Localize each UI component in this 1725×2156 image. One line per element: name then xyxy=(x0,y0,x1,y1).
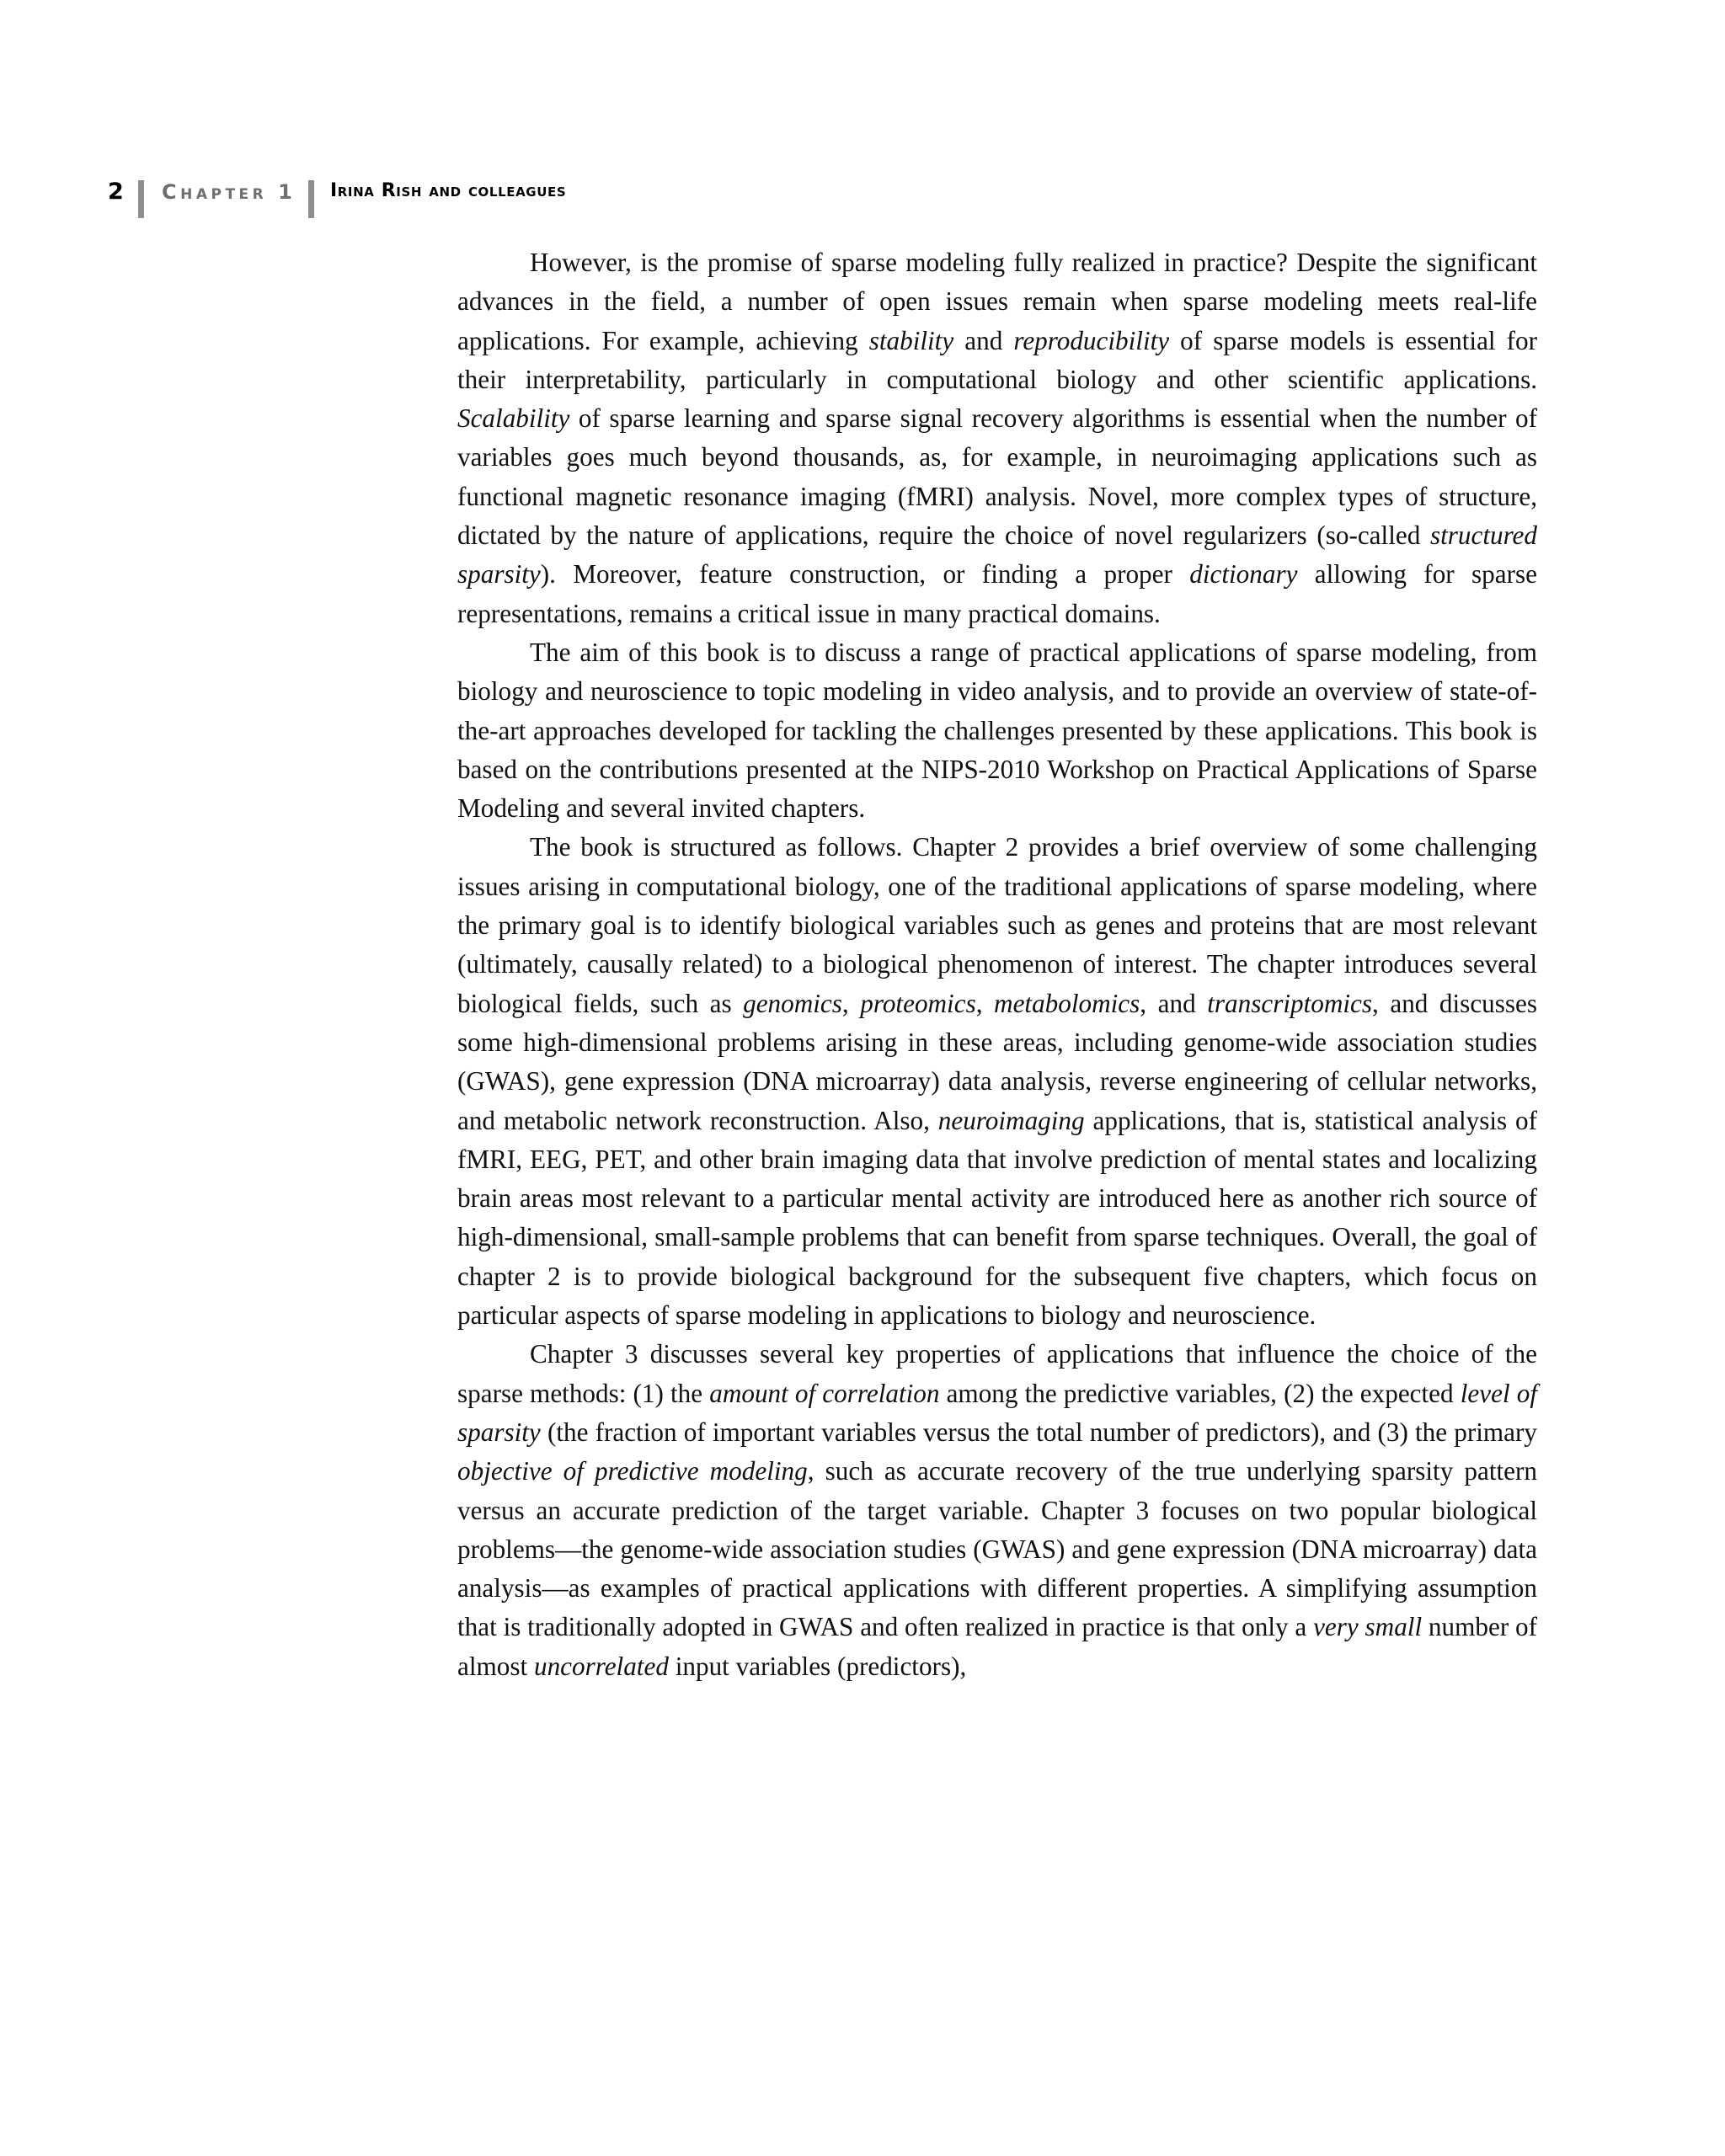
emphasis-text: dictionary xyxy=(1189,559,1298,590)
page-number: 2 xyxy=(108,179,124,205)
text-run: , and discusses some high-dimensional problems arising in these areas, including genome-wide association studies (GWAS), gene expression (DNA microarray) data analysis, reverse engineering of cellular networks, and metabolic network reconstruction. Also, xyxy=(457,988,1538,1135)
text-run: (the fraction of important variables versus the total number of predictors), and (3) the primary xyxy=(540,1417,1537,1447)
header-divider xyxy=(138,180,144,218)
text-run: , and xyxy=(1140,988,1208,1018)
text-run: Chapter 3 discusses several key properties of applications that influence the choice of the sparse methods: (1) the xyxy=(457,1339,1537,1408)
text-run: of sparse learning and sparse signal recovery algorithms is essential when the number of variables goes much beyond thousands, as, for example, in neuroimaging applications such as functional magnetic resonance imaging (fMRI) analysis. Novel, more complex types of structure, dictated by the nature of applications, require the choice of novel regularizers (so-called xyxy=(457,403,1537,551)
header-divider xyxy=(308,180,314,218)
emphasis-text: very small xyxy=(1313,1612,1423,1642)
text-run: input variables (predictors), xyxy=(668,1651,967,1681)
text-run: ). Moreover, feature construction, or finding a proper xyxy=(540,559,1190,590)
text-run: allowing for sparse representations, remains a critical issue in many practical domains. xyxy=(457,559,1537,628)
text-run: The book is structured as follows. Chapter 2 provides a brief overview of some challenging issues arising in computational biology, one of the traditional applications of sparse modeling, where the primary goal is to identify biological variables such as genes and proteins that are most relevant (ultimately, causally related) to a biological phenomenon of interest. The chapter introduces several biological fields, such as xyxy=(457,832,1537,1018)
emphasis-text: metabolomics xyxy=(994,988,1140,1018)
chapter-label: Chapter 1 xyxy=(162,180,296,204)
text-run: among the predictive variables, (2) the expected xyxy=(939,1378,1461,1408)
text-run: , xyxy=(841,988,861,1018)
body-text xyxy=(457,243,1537,1686)
text-run: applications, that is, statistical analysis of fMRI, EEG, PET, and other brain imaging data that involve prediction of mental states and localizing brain areas most relevant to a particular mental activity are introduced here as another rich source of high-dimensional, small-sample problems that can benefit from sparse techniques. Overall, the goal of chapter 2 is to provide biological background for the subsequent five chapters, which focus on particular aspects of sparse modeling in applications to biology and neuroscience. xyxy=(457,1105,1537,1331)
paragraph xyxy=(457,243,1537,633)
paragraph xyxy=(457,828,1537,1335)
running-head xyxy=(0,173,1725,216)
text-run: number of almost xyxy=(457,1612,1537,1681)
author-label: Irina Rish and colleagues xyxy=(330,180,567,201)
emphasis-text: Scalability xyxy=(457,403,570,434)
emphasis-text: structured sparsity xyxy=(457,520,1537,590)
emphasis-text: amount of correlation xyxy=(709,1378,940,1408)
paragraph xyxy=(457,1335,1537,1686)
emphasis-text: reproducibility xyxy=(1013,325,1170,355)
emphasis-text: stability xyxy=(868,325,954,355)
text-run: , xyxy=(975,988,995,1018)
text-run: and xyxy=(953,325,1014,355)
emphasis-text: transcriptomics xyxy=(1207,988,1373,1018)
emphasis-text: objective of predictive modeling xyxy=(457,1456,808,1486)
emphasis-text: level of sparsity xyxy=(457,1378,1537,1447)
text-run: The aim of this book is to discuss a range of practical applications of sparse modeling, from biology and neuroscience to topic modeling in video analysis, and to provide an overview of state-of-the-art approaches developed for tackling the challenges presented by these applications. This book is based on the contributions presented at the NIPS-2010 Workshop on Practical Applications of Sparse Modeling and several invited chapters. xyxy=(457,637,1537,824)
emphasis-text: proteomics xyxy=(860,988,976,1018)
emphasis-text: genomics xyxy=(743,988,842,1018)
emphasis-text: neuroimaging xyxy=(937,1105,1085,1135)
paragraph xyxy=(457,633,1537,828)
text-run: However, is the promise of sparse modeling fully realized in practice? Despite the significant advances in the field, a number of open issues remain when sparse modeling meets real-life applications. For example, achieving xyxy=(457,248,1537,355)
text-run: of sparse models is essential for their interpretability, particularly in computational biology and other scientific applications. xyxy=(457,325,1537,394)
text-run: , such as accurate recovery of the true underlying sparsity pattern versus an accurate prediction of the target variable. Chapter 3 focuses on two popular biological problems—the genome-wide association studies (GWAS) and gene expression (DNA microarray) data analysis—as examples of practical applications with different properties. A simplifying assumption that is traditionally adopted in GWAS and often realized in practice is that only a xyxy=(457,1456,1537,1642)
emphasis-text: uncorrelated xyxy=(533,1651,669,1681)
